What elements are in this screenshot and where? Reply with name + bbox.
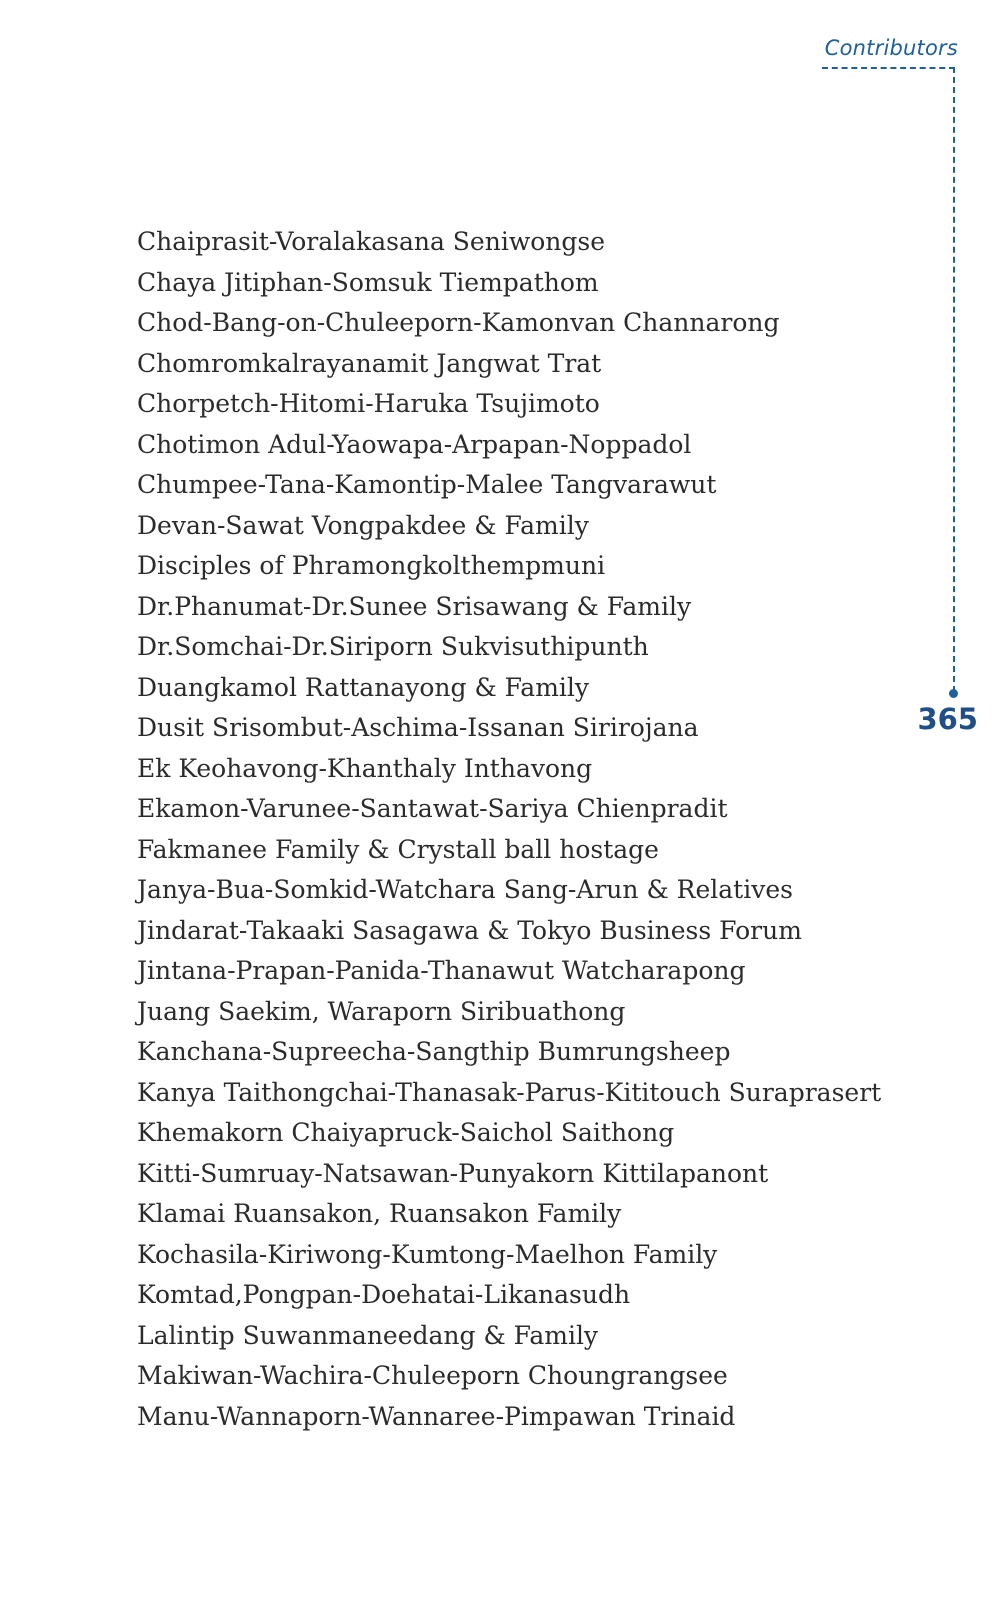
header-dashed-rule [822, 67, 955, 69]
contributor-entry: Komtad,Pongpan-Doehatai-Likanasudh [137, 1280, 631, 1309]
contributor-entry: Kitti-Sumruay-Natsawan-Punyakorn Kittilapanont [137, 1158, 769, 1188]
contributor-entry: Dr.Somchai-Dr.Siriporn Sukvisuthipunth [137, 632, 649, 661]
contributor-entry: Chod-Bang-on-Chuleeporn-Kamonvan Channarong [137, 308, 780, 337]
contributor-entry: Kanya Taithongchai-Thanasak-Parus-Kititouch Suraprasert [137, 1077, 882, 1107]
contributor-entry: Makiwan-Wachira-Chuleeporn Choungrangsee [137, 1361, 728, 1390]
contributor-list [137, 222, 881, 1437]
contributor-entry: Duangkamol Rattanayong & Family [137, 672, 590, 702]
contributor-entry: Manu-Wannaporn-Wannaree-Pimpawan Trinaid [137, 1401, 736, 1431]
contributor-entry: Ekamon-Varunee-Santawat-Sariya Chienpradit [137, 794, 728, 823]
margin-dashed-rule [953, 67, 955, 692]
contributor-entry: Dusit Srisombut-Aschima-Issanan Sirirojana [137, 713, 699, 742]
page-number: 365 [917, 702, 978, 736]
contributor-entry: Kochasila-Kiriwong-Kumtong-Maelhon Family [137, 1239, 718, 1269]
contributor-entry: Ek Keohavong-Khanthaly Inthavong [137, 753, 593, 783]
contributor-entry: Khemakorn Chaiyapruck-Saichol Saithong [137, 1118, 675, 1147]
rule-end-dot [949, 689, 958, 698]
contributor-entry: Fakmanee Family & Crystall ball hostage [137, 834, 659, 864]
contributor-entry: Chaya Jitiphan-Somsuk Tiempathom [137, 267, 599, 297]
contributor-entry: Dr.Phanumat-Dr.Sunee Srisawang & Family [137, 591, 692, 621]
contributor-entry: Juang Saekim, Waraporn Siribuathong [137, 996, 626, 1026]
contributor-entry: Chaiprasit-Voralakasana Seniwongse [137, 227, 605, 256]
contributor-entry: Kanchana-Supreecha-Sangthip Bumrungsheep [137, 1037, 731, 1066]
contributor-entry: Chumpee-Tana-Kamontip-Malee Tangvarawut [137, 470, 717, 499]
section-label: Contributors [824, 36, 958, 60]
contributor-entry: Jintana-Prapan-Panida-Thanawut Watcharapong [137, 956, 746, 985]
contributor-entry: Disciples of Phramongkolthempmuni [137, 551, 606, 580]
contributor-entry: Devan-Sawat Vongpakdee & Family [137, 510, 589, 540]
contributor-entry: Jindarat-Takaaki Sasagawa & Tokyo Business Forum [137, 915, 802, 945]
contributor-entry: Chotimon Adul-Yaowapa-Arpapan-Noppadol [137, 429, 692, 459]
contributor-entry: Janya-Bua-Somkid-Watchara Sang-Arun & Relatives [137, 875, 793, 904]
contributor-entry: Chorpetch-Hitomi-Haruka Tsujimoto [137, 389, 600, 418]
contributor-entry: Chomromkalrayanamit Jangwat Trat [137, 348, 602, 378]
contributor-entry: Klamai Ruansakon, Ruansakon Family [137, 1199, 622, 1228]
contributor-entry: Lalintip Suwanmaneedang & Family [137, 1320, 599, 1350]
